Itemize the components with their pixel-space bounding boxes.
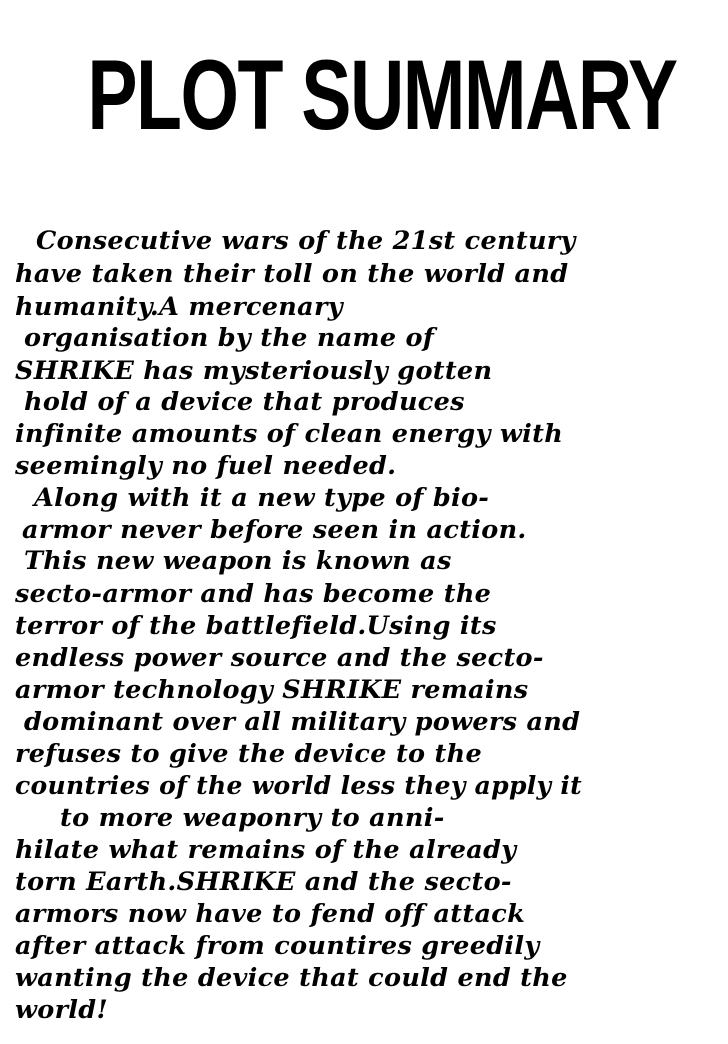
summary-line: terror of the battlefield.Using its: [15, 611, 497, 640]
summary-line: infinite amounts of clean energy with: [15, 419, 564, 448]
summary-line: refuses to give the device to the: [15, 739, 483, 768]
summary-line: hold of a device that produces: [24, 387, 465, 416]
summary-line: Consecutive wars of the 21st century: [36, 226, 576, 255]
summary-line: armor technology SHRIKE remains: [15, 675, 529, 704]
summary-line: SHRIKE has mysteriously gotten: [15, 356, 493, 385]
summary-line: countries of the world less they apply it: [15, 771, 583, 800]
summary-line: armor never before seen in action.: [22, 515, 527, 544]
page-title: PLOT SUMMARY: [87, 39, 677, 150]
summary-line: world!: [15, 995, 108, 1024]
summary-line: have taken their toll on the world and: [15, 259, 569, 288]
summary-line: endless power source and the secto-: [15, 643, 544, 672]
summary-line: organisation by the name of: [24, 323, 435, 352]
summary-line: This new weapon is known as: [24, 546, 452, 575]
summary-line: dominant over all military powers and: [24, 707, 581, 736]
summary-line: secto-armor and has become the: [15, 579, 492, 608]
summary-line: after attack from countires greedily: [15, 931, 540, 960]
summary-line: torn Earth.SHRIKE and the secto-: [15, 867, 512, 896]
summary-line: armors now have to fend off attack: [15, 899, 526, 928]
summary-line: wanting the device that could end the: [15, 963, 568, 992]
summary-line: seemingly no fuel needed.: [15, 451, 397, 480]
summary-line: to more weaponry to anni-: [60, 803, 445, 832]
summary-line: Along with it a new type of bio-: [34, 483, 490, 512]
summary-line: humanity.A mercenary: [15, 292, 343, 321]
summary-line: hilate what remains of the already: [15, 835, 517, 864]
